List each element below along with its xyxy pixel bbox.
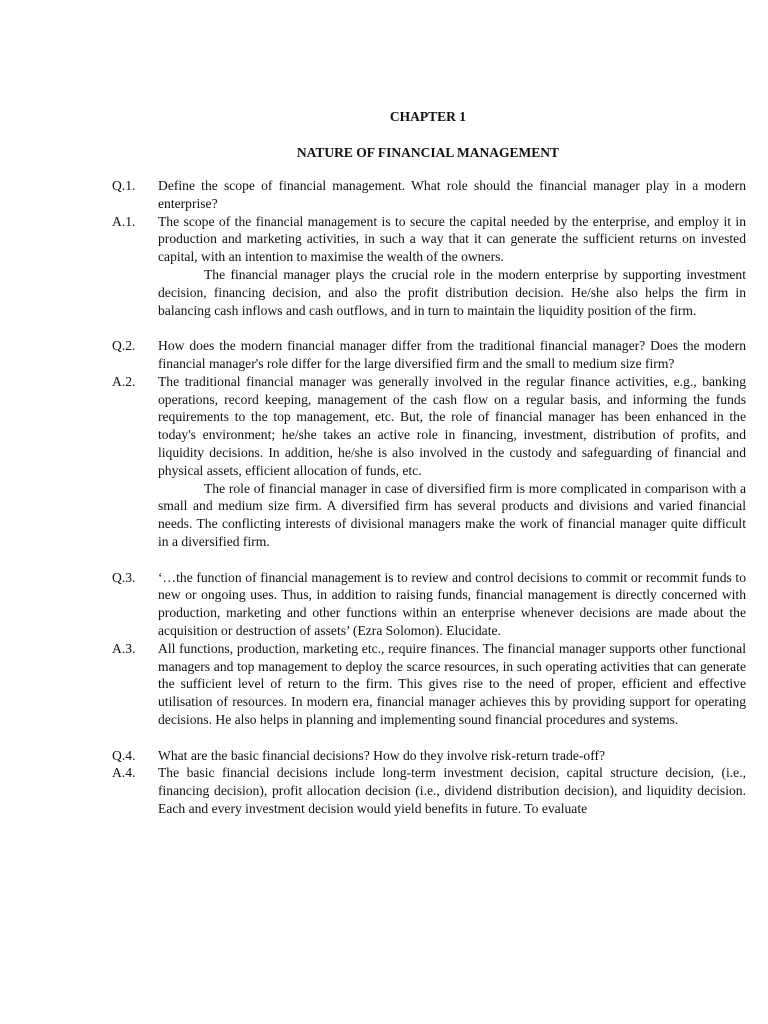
question-text: How does the modern financial manager differ from the traditional financial manager? Does the modern financial manager's role differ for the large diversified firm and the small to medium size firm? — [158, 338, 746, 371]
question-label: Q.1. — [112, 178, 136, 193]
question-row — [112, 337, 746, 373]
answer-row — [112, 640, 746, 729]
answer-paragraph: The scope of the financial management is to secure the capital needed by the enterprise, and employ it in production and marketing activities, in such a way that it can generate the sufficient returns on invested capital, with an intention to maximise the wealth of the owners. — [158, 213, 746, 265]
answer-row — [112, 213, 746, 320]
chapter-heading: CHAPTER 1 — [389, 109, 467, 124]
question-row — [112, 177, 746, 213]
answer-label: A.3. — [112, 640, 136, 656]
chapter-title: NATURE OF FINANCIAL MANAGEMENT — [296, 145, 560, 160]
answer-label: A.1. — [112, 213, 136, 229]
answer-text: The basic financial decisions include long-term investment decision, capital structure decision, (i.e., financing decision), profit allocation decision (i.e., dividend distribution decision), and liquidity decision. Each and every investment decision would yield benefits in future. To evaluate — [158, 765, 746, 816]
answer-paragraph: The role of financial manager in case of diversified firm is more complicated in comparison with a small and medium size firm. A diversified firm has several products and divisions and varied financial needs. The conflicting interests of divisional managers make the work of financial manager quite difficult in a diversified firm. — [158, 480, 746, 549]
question-text: Define the scope of financial management. What role should the financial manager play in a modern enterprise? — [158, 178, 746, 211]
answer-paragraph: The traditional financial manager was generally involved in the regular finance activities, e.g., banking operations, record keeping, management of the cash flow on a regular basis, and informing the funds requirements to the top management, etc. But, the role of financial manager has been enhanced in the today's environment; he/she takes an active role in financing, investment, distribution of profits, and liquidity decisions. In addition, he/she is also involved in the custody and safeguarding of financial and physical assets, efficient allocation of funds, etc. — [158, 373, 746, 478]
answer-paragraph: The financial manager plays the crucial role in the modern enterprise by supporting investment decision, financing decision, and also the profit distribution decision. He/she also helps the firm in balancing cash inflows and cash outflows, and in turn to maintain the liquidity position of the firm. — [158, 266, 746, 318]
answer-text: All functions, production, marketing etc., require finances. The financial manager supports other functional managers and top management to deploy the scarce resources, in such operating activities that can generate the sufficient level of return to the firm. This gives rise to the need of proper, efficient and effective utilisation of resources. In modern era, financial manager achieves this by providing support for operating decisions. He also helps in planning and implementing sound financial procedures and systems. — [158, 640, 746, 727]
answer-label: A.2. — [112, 373, 136, 389]
question-label: Q.4. — [112, 747, 136, 763]
answer-row — [112, 373, 746, 551]
question-label: Q.3. — [112, 569, 136, 585]
question-row — [112, 569, 746, 640]
answer-row — [112, 764, 746, 817]
answer-text — [158, 373, 746, 551]
answer-text — [158, 213, 746, 320]
qa-content — [112, 177, 746, 818]
question-text: What are the basic financial decisions? How do they involve risk-return trade-off? — [158, 747, 606, 763]
question-label: Q.2. — [112, 338, 136, 354]
question-text: ‘…the function of financial management is to review and control decisions to commit or recommit funds to new or ongoing uses. Thus, in addition to raising funds, financial management is directly concerned with production, marketing and other functions within an enterprise whenever decisions are made about the acquisition or destruction of assets’ (Ezra Solomon). Elucidate. — [158, 569, 746, 638]
answer-label: A.4. — [112, 765, 136, 781]
question-row — [112, 747, 746, 765]
